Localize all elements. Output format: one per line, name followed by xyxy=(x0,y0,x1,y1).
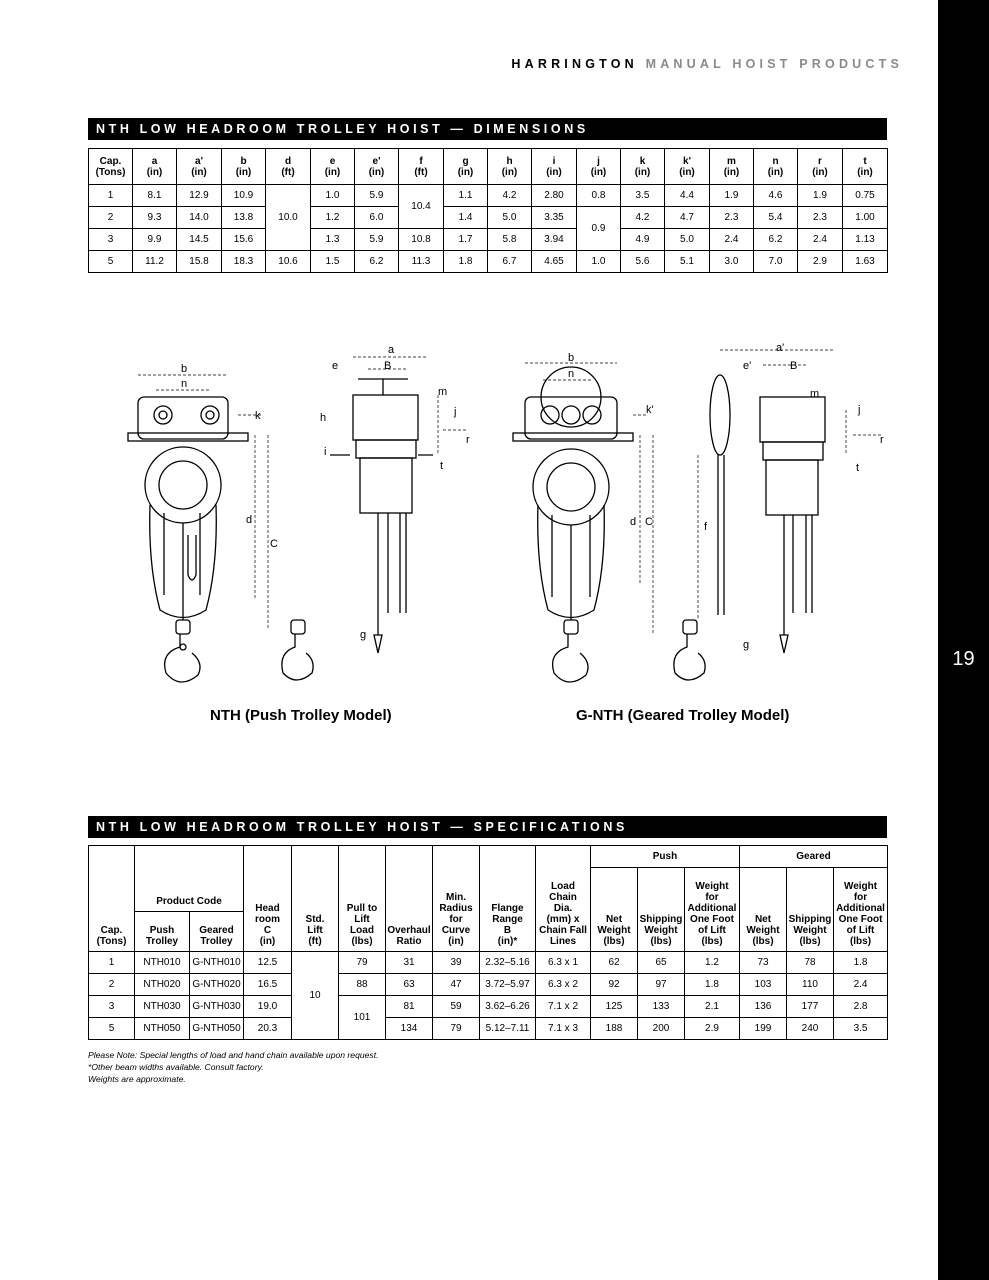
table-row xyxy=(89,207,888,229)
col-headroom: Head room C (in) xyxy=(244,846,292,952)
cell: 1.9 xyxy=(710,185,754,207)
cell: 1.13 xyxy=(843,229,888,251)
cell: 2.9 xyxy=(798,251,843,273)
cell: 134 xyxy=(386,1018,433,1040)
cell: 7.0 xyxy=(754,251,798,273)
cell: 8.1 xyxy=(133,185,177,207)
label-C: C xyxy=(270,538,278,550)
cell: 10.4 xyxy=(399,185,444,229)
col-push-add: Weight for Additional One Foot of Lift (lbs) xyxy=(685,868,740,952)
push-trolley-front-view xyxy=(128,397,248,682)
label-k-prime: k' xyxy=(646,404,654,416)
cell: 1.7 xyxy=(444,229,488,251)
cell: 7.1 x 2 xyxy=(536,996,591,1018)
cell: 11.3 xyxy=(399,251,444,273)
cell: 1 xyxy=(89,185,133,207)
dim-col-header: g (in) xyxy=(444,149,488,185)
brand-name: HARRINGTON xyxy=(511,57,638,71)
cell: G-NTH020 xyxy=(190,974,244,996)
cell: 199 xyxy=(740,1018,787,1040)
cell: 2.80 xyxy=(532,185,577,207)
geared-trolley-side-view xyxy=(674,375,825,680)
cell: 19.0 xyxy=(244,996,292,1018)
label-d-geared: d xyxy=(630,516,637,528)
dim-col-header: j (in) xyxy=(577,149,621,185)
cell: 78 xyxy=(787,952,834,974)
footnote: Please Note: Special lengths of load and hand chain available upon request. xyxy=(88,1050,379,1060)
footnotes xyxy=(88,1049,378,1085)
label-a: a xyxy=(388,344,395,356)
cell: 13.8 xyxy=(222,207,266,229)
dim-col-header: d (ft) xyxy=(266,149,311,185)
dim-col-header: k' (in) xyxy=(665,149,710,185)
label-f: f xyxy=(704,521,708,533)
dim-col-header: h (in) xyxy=(488,149,532,185)
label-B-geared: B xyxy=(790,360,798,372)
cell: 125 xyxy=(591,996,638,1018)
cell: 4.7 xyxy=(665,207,710,229)
cell: 1.2 xyxy=(311,207,355,229)
cell: 10.8 xyxy=(399,229,444,251)
cell: 4.6 xyxy=(754,185,798,207)
cell: 3.35 xyxy=(532,207,577,229)
dim-col-header: m (in) xyxy=(710,149,754,185)
cell: 240 xyxy=(787,1018,834,1040)
cell: 2.4 xyxy=(710,229,754,251)
table-row xyxy=(89,229,888,251)
cell: 10.0 xyxy=(266,185,311,251)
cell: 39 xyxy=(433,952,480,974)
cell: 3.5 xyxy=(834,1018,888,1040)
cell: 133 xyxy=(638,996,685,1018)
dim-col-header: e (in) xyxy=(311,149,355,185)
dimensions-header-row xyxy=(89,149,888,185)
cell: 92 xyxy=(591,974,638,996)
specifications-table xyxy=(88,845,888,1040)
cell: 2.4 xyxy=(798,229,843,251)
cell: 7.1 x 3 xyxy=(536,1018,591,1040)
dimensions-title-bar: NTH LOW HEADROOM TROLLEY HOIST — DIMENSIONS xyxy=(88,118,887,140)
cell: 79 xyxy=(433,1018,480,1040)
cell: 2.3 xyxy=(710,207,754,229)
dim-col-header: t (in) xyxy=(843,149,888,185)
cell: 5 xyxy=(89,1018,135,1040)
cell: 4.2 xyxy=(488,185,532,207)
specifications-title-bar: NTH LOW HEADROOM TROLLEY HOIST — SPECIFICATIONS xyxy=(88,816,887,838)
label-t-geared: t xyxy=(856,462,860,474)
col-chain: Load Chain Dia. (mm) x Chain Fall Lines xyxy=(536,846,591,952)
cell: 1.8 xyxy=(444,251,488,273)
col-push-trolley: Push Trolley xyxy=(135,912,190,952)
label-n-geared: n xyxy=(568,368,575,380)
group-push: Push xyxy=(591,846,740,868)
table-row xyxy=(89,974,888,996)
cell: 3.94 xyxy=(532,229,577,251)
cell: 15.8 xyxy=(177,251,222,273)
cell: 2 xyxy=(89,207,133,229)
cell: 18.3 xyxy=(222,251,266,273)
cell: 62 xyxy=(591,952,638,974)
cell: 2.1 xyxy=(685,996,740,1018)
col-pull: Pull to Lift Load (lbs) xyxy=(339,846,386,952)
label-e-prime: e' xyxy=(743,360,752,372)
col-overhaul: Overhaul Ratio xyxy=(386,846,433,952)
group-geared: Geared xyxy=(740,846,888,868)
label-g: g xyxy=(360,629,367,641)
cell: 1 xyxy=(89,952,135,974)
label-k: k xyxy=(255,410,261,422)
label-m-geared: m xyxy=(810,388,820,400)
label-a-prime: a' xyxy=(776,342,785,354)
cell: 4.4 xyxy=(665,185,710,207)
cell: 6.7 xyxy=(488,251,532,273)
cell: 6.2 xyxy=(754,229,798,251)
col-geared-add: Weight for Additional One Foot of Lift (lbs) xyxy=(834,868,888,952)
col-product-code: Product Code xyxy=(135,846,244,912)
cell: 6.2 xyxy=(355,251,399,273)
dim-col-header: i (in) xyxy=(532,149,577,185)
cell: 6.3 x 2 xyxy=(536,974,591,996)
cell: 88 xyxy=(339,974,386,996)
cell: 0.8 xyxy=(577,185,621,207)
label-j-geared: j xyxy=(858,404,861,416)
cell: 6.3 x 1 xyxy=(536,952,591,974)
cell: 1.1 xyxy=(444,185,488,207)
dim-col-header: n (in) xyxy=(754,149,798,185)
cell: 2 xyxy=(89,974,135,996)
cell: 6.0 xyxy=(355,207,399,229)
cell: 11.2 xyxy=(133,251,177,273)
dimensions-table xyxy=(88,148,888,273)
cell: 3.0 xyxy=(710,251,754,273)
cell: 3.72–5.97 xyxy=(480,974,536,996)
cell: 1.8 xyxy=(834,952,888,974)
cell: 1.0 xyxy=(311,185,355,207)
cell: 3.5 xyxy=(621,185,665,207)
cell: 12.9 xyxy=(177,185,222,207)
cell: 1.5 xyxy=(311,251,355,273)
cell: 10.9 xyxy=(222,185,266,207)
cell: 1.2 xyxy=(685,952,740,974)
cell: 4.2 xyxy=(621,207,665,229)
table-row xyxy=(89,952,888,974)
cell: 79 xyxy=(339,952,386,974)
cell: 0.75 xyxy=(843,185,888,207)
cell: 59 xyxy=(433,996,480,1018)
dimension-lines xyxy=(138,350,883,635)
page-edge-bar xyxy=(938,0,989,1280)
running-header xyxy=(511,57,903,71)
label-b-geared: b xyxy=(568,352,575,364)
cell: 5.9 xyxy=(355,229,399,251)
label-g-geared: g xyxy=(743,639,750,651)
cell: 4.9 xyxy=(621,229,665,251)
label-n: n xyxy=(181,378,188,390)
cell: 1.4 xyxy=(444,207,488,229)
cell: 103 xyxy=(740,974,787,996)
cell: 9.3 xyxy=(133,207,177,229)
cell: 1.3 xyxy=(311,229,355,251)
cell: 47 xyxy=(433,974,480,996)
dim-col-header: e' (in) xyxy=(355,149,399,185)
col-std-lift: Std. Lift (ft) xyxy=(292,846,339,952)
page-number: 19 xyxy=(952,648,975,670)
cell: 63 xyxy=(386,974,433,996)
push-trolley-caption: NTH (Push Trolley Model) xyxy=(210,707,392,724)
cell: 20.3 xyxy=(244,1018,292,1040)
dim-col-header: b (in) xyxy=(222,149,266,185)
cell: 2.3 xyxy=(798,207,843,229)
table-row xyxy=(89,251,888,273)
cell: 2.9 xyxy=(685,1018,740,1040)
dimension-labels xyxy=(181,342,884,651)
cell: 2.4 xyxy=(834,974,888,996)
footnote: *Other beam widths available. Consult factory. xyxy=(88,1062,264,1072)
label-B: B xyxy=(384,360,392,372)
dim-col-header: r (in) xyxy=(798,149,843,185)
cell: 5.9 xyxy=(355,185,399,207)
label-C-geared: C xyxy=(645,516,653,528)
cell: 2.8 xyxy=(834,996,888,1018)
cell: 5.8 xyxy=(488,229,532,251)
cell: 5.0 xyxy=(488,207,532,229)
col-flange: Flange Range B (in)* xyxy=(480,846,536,952)
cell: 3.62–6.26 xyxy=(480,996,536,1018)
cell: 10 xyxy=(292,952,339,1040)
cell: 1.9 xyxy=(798,185,843,207)
label-r: r xyxy=(466,434,470,446)
footnote: Weights are approximate. xyxy=(88,1074,186,1084)
cell: 14.0 xyxy=(177,207,222,229)
label-r-geared: r xyxy=(880,434,884,446)
label-t: t xyxy=(440,460,444,472)
cell: 110 xyxy=(787,974,834,996)
cell: 31 xyxy=(386,952,433,974)
cell: NTH050 xyxy=(135,1018,190,1040)
label-m: m xyxy=(438,386,448,398)
cell: 200 xyxy=(638,1018,685,1040)
cell: 1.00 xyxy=(843,207,888,229)
col-geared-ship: Shipping Weight (lbs) xyxy=(787,868,834,952)
dim-col-header: k (in) xyxy=(621,149,665,185)
label-b: b xyxy=(181,363,188,375)
cell: G-NTH010 xyxy=(190,952,244,974)
cell: 5.4 xyxy=(754,207,798,229)
col-push-net: Net Weight (lbs) xyxy=(591,868,638,952)
geared-trolley-caption: G-NTH (Geared Trolley Model) xyxy=(576,707,790,724)
geared-trolley-front-view xyxy=(513,367,633,682)
label-h: h xyxy=(320,412,327,424)
dim-col-header: Cap. (Tons) xyxy=(89,149,133,185)
cell: 16.5 xyxy=(244,974,292,996)
cell: 188 xyxy=(591,1018,638,1040)
cell: 101 xyxy=(339,996,386,1040)
cell: 5 xyxy=(89,251,133,273)
cell: 1.8 xyxy=(685,974,740,996)
table-row xyxy=(89,996,888,1018)
cell: 5.6 xyxy=(621,251,665,273)
cell: 5.12–7.11 xyxy=(480,1018,536,1040)
cell: 3 xyxy=(89,996,135,1018)
cell: NTH030 xyxy=(135,996,190,1018)
cell: 9.9 xyxy=(133,229,177,251)
label-e: e xyxy=(332,360,339,372)
cell: 73 xyxy=(740,952,787,974)
section-name: MANUAL HOIST PRODUCTS xyxy=(645,57,903,71)
dim-col-header: a' (in) xyxy=(177,149,222,185)
col-geared-trolley: Geared Trolley xyxy=(190,912,244,952)
cell: 1.63 xyxy=(843,251,888,273)
label-i: i xyxy=(324,446,327,458)
cell: G-NTH030 xyxy=(190,996,244,1018)
cell: 15.6 xyxy=(222,229,266,251)
dim-col-header: a (in) xyxy=(133,149,177,185)
cell: 5.0 xyxy=(665,229,710,251)
cell: 177 xyxy=(787,996,834,1018)
table-row xyxy=(89,185,888,207)
col-geared-net: Net Weight (lbs) xyxy=(740,868,787,952)
cell: 10.6 xyxy=(266,251,311,273)
label-d: d xyxy=(246,514,253,526)
cell: 65 xyxy=(638,952,685,974)
label-j: j xyxy=(454,406,457,418)
dim-col-header: f (ft) xyxy=(399,149,444,185)
col-radius: Min. Radius for Curve (in) xyxy=(433,846,480,952)
cell: 3 xyxy=(89,229,133,251)
push-trolley-side-view xyxy=(282,379,433,680)
cell: 4.65 xyxy=(532,251,577,273)
cell: 2.32–5.16 xyxy=(480,952,536,974)
cell: NTH020 xyxy=(135,974,190,996)
cell: 14.5 xyxy=(177,229,222,251)
hoist-diagrams xyxy=(88,335,908,700)
cell: 136 xyxy=(740,996,787,1018)
cell: 81 xyxy=(386,996,433,1018)
cell: 5.1 xyxy=(665,251,710,273)
cell: 0.9 xyxy=(577,207,621,251)
cell: 1.0 xyxy=(577,251,621,273)
cell: NTH010 xyxy=(135,952,190,974)
cell: 97 xyxy=(638,974,685,996)
cell: 12.5 xyxy=(244,952,292,974)
col-cap: Cap. (Tons) xyxy=(89,846,135,952)
col-push-ship: Shipping Weight (lbs) xyxy=(638,868,685,952)
cell: G-NTH050 xyxy=(190,1018,244,1040)
table-row xyxy=(89,1018,888,1040)
